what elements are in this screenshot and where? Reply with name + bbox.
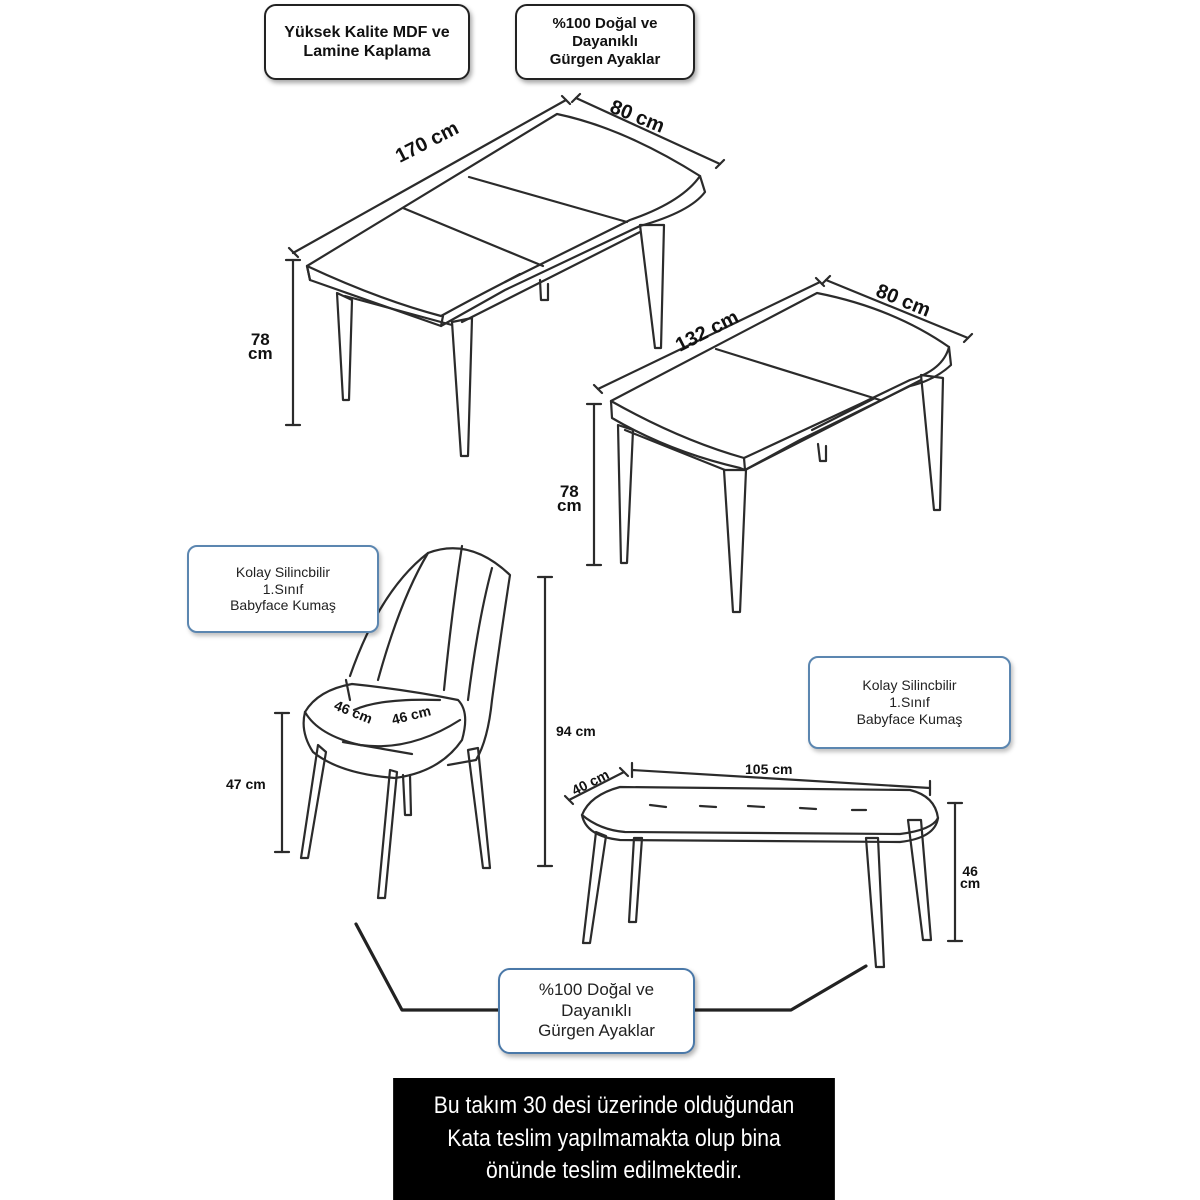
label-line: Dayanıklı: [572, 33, 638, 50]
dim-closed-width: 80 cm: [872, 280, 934, 322]
label-chair-fabric: [187, 545, 379, 633]
extended-table-top: [307, 114, 705, 326]
dim-closed-height: [557, 482, 582, 516]
notice-line: Bu takım 30 desi üzerinde olduğundan: [433, 1092, 795, 1120]
extended-table-legs: [337, 225, 664, 456]
label-line: Dayanıklı: [561, 1000, 632, 1020]
label-line: Babyface Kumaş: [230, 597, 336, 614]
dim-unit: cm: [960, 874, 981, 891]
label-line: 1.Sınıf: [262, 580, 304, 597]
closed-table-dimension-lines: [587, 276, 972, 565]
dim-extended-height: [248, 330, 273, 364]
label-line: 1.Sınıf: [889, 694, 930, 711]
dim-unit: cm: [248, 344, 273, 364]
label-line: Lamine Kaplama: [303, 43, 431, 60]
dim-chair-seat-height: 47 cm: [226, 776, 266, 792]
chair-legs: [301, 745, 490, 898]
dim-bench-depth: 40 cm: [569, 765, 612, 799]
extended-table-drawing: [307, 114, 705, 456]
dim-extended-width: 80 cm: [606, 96, 668, 138]
label-beech-legs-bottom: [498, 968, 695, 1054]
notice-line: önünde teslim edilmektedir.: [486, 1157, 742, 1185]
dim-bench-length: 105 cm: [745, 761, 793, 777]
label-line: %100 Doğal ve: [538, 980, 655, 1000]
notice-line: Kata teslim yapılmamakta olup bina: [447, 1124, 781, 1152]
label-line: Gürgen Ayaklar: [549, 51, 661, 68]
dim-value: 46: [962, 863, 978, 879]
label-line: Gürgen Ayaklar: [538, 1021, 655, 1041]
closed-table-legs: [618, 375, 943, 612]
delivery-notice-banner: [393, 1078, 835, 1200]
dim-value: 78: [559, 482, 579, 501]
dim-closed-length: 132 cm: [672, 306, 743, 357]
label-line: Kolay Silincbilir: [862, 677, 957, 694]
dim-bench-height: [960, 863, 981, 891]
label-line: Yüksek Kalite MDF ve: [284, 23, 450, 41]
label-bench-fabric: [808, 656, 1011, 749]
dim-chair-total-height: 94 cm: [556, 723, 596, 739]
bench-drawing: [582, 787, 938, 967]
dim-value: 78: [250, 330, 270, 349]
dim-unit: cm: [557, 496, 582, 516]
dim-chair-seat-width: 46 cm: [390, 702, 433, 728]
label-beech-legs-top: [515, 4, 695, 80]
label-line: %100 Doğal ve: [552, 15, 658, 32]
dim-chair-seat-depth: 46 cm: [332, 697, 375, 727]
label-line: Babyface Kumaş: [856, 710, 963, 727]
dim-extended-length: 170 cm: [392, 117, 463, 168]
label-line: Kolay Silincbilir: [235, 563, 331, 580]
label-mdf-laminate: [264, 4, 470, 80]
